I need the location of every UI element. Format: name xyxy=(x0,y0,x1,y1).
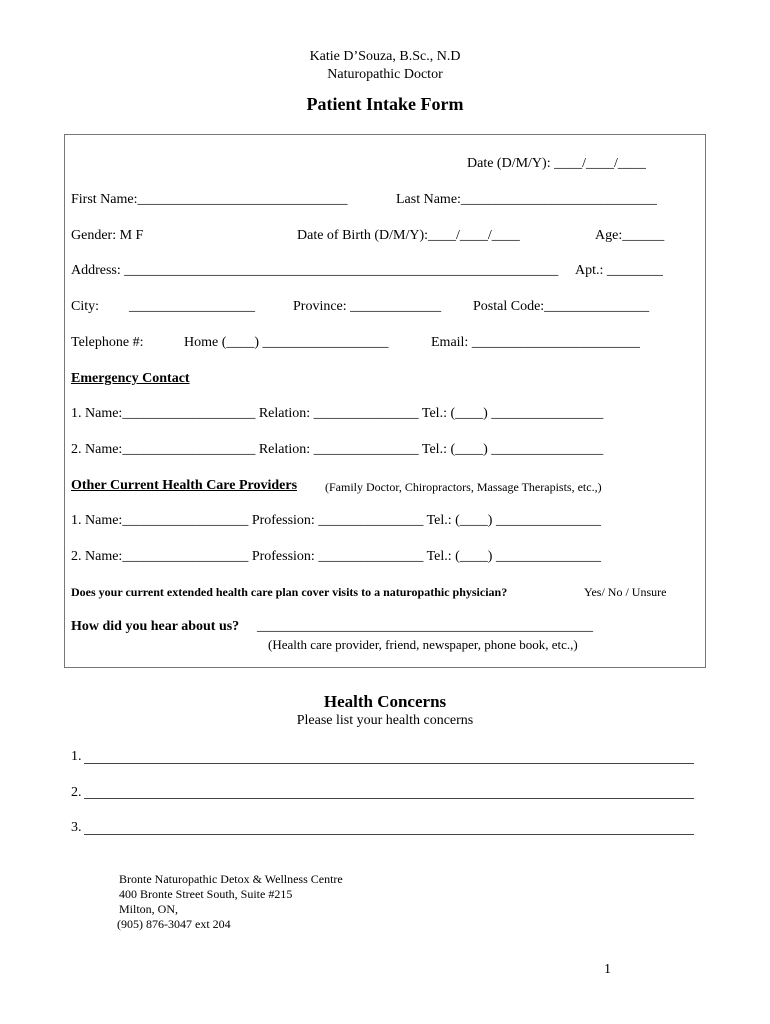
clinic-street: 400 Bronte Street South, Suite #215 xyxy=(119,887,293,901)
providers-heading: Other Current Health Care Providers xyxy=(71,478,298,493)
city-label: City: xyxy=(71,299,100,314)
provider-row[interactable]: 2. Name:__________________ Profession: _______________ Tel.: (____) _______________ xyxy=(71,549,601,564)
form-title: Patient Intake Form xyxy=(306,94,464,114)
referral-field[interactable]: ________________________________________________ xyxy=(257,619,593,634)
age-field[interactable]: Age:______ xyxy=(595,228,665,243)
dob-field[interactable]: Date of Birth (D/M/Y):____/____/____ xyxy=(297,228,520,243)
apt-field[interactable]: Apt.: ________ xyxy=(575,263,663,278)
last-name-field[interactable]: Last Name:____________________________ xyxy=(396,192,657,207)
clinic-name: Bronte Naturopathic Detox & Wellness Centre xyxy=(119,872,343,886)
emergency-contact-heading: Emergency Contact xyxy=(71,371,190,386)
coverage-question: Does your current extended health care plan cover visits to a naturopathic physician? xyxy=(71,585,508,599)
home-phone-field[interactable]: Home (____) __________________ xyxy=(184,335,389,350)
concern-line[interactable] xyxy=(84,798,694,799)
coverage-options[interactable]: Yes/ No / Unsure xyxy=(584,585,667,599)
date-field[interactable]: Date (D/M/Y): ____/____/____ xyxy=(467,156,646,171)
doctor-name: Katie D’Souza, B.Sc., N.D xyxy=(309,49,461,64)
city-field[interactable]: __________________ xyxy=(129,299,255,314)
concern-item-number: 2. xyxy=(71,785,82,800)
clinic-city: Milton, ON, xyxy=(119,902,179,916)
address-field[interactable]: Address: ______________________________________________________________ xyxy=(71,263,559,278)
province-field[interactable]: Province: _____________ xyxy=(293,299,442,314)
clinic-phone: (905) 876-3047 ext 204 xyxy=(117,917,231,931)
telephone-label: Telephone #: xyxy=(71,335,144,350)
concern-line[interactable] xyxy=(84,763,694,764)
concern-item-number: 3. xyxy=(71,820,82,835)
email-field[interactable]: Email: ________________________ xyxy=(431,335,640,350)
concern-line[interactable] xyxy=(84,834,694,835)
referral-hint: (Health care provider, friend, newspaper, phone book, etc.,) xyxy=(268,637,578,652)
emergency-contact-row[interactable]: 1. Name:___________________ Relation: _______________ Tel.: (____) ________________ xyxy=(71,406,604,421)
concern-item-number: 1. xyxy=(71,749,82,764)
health-concerns-title: Health Concerns xyxy=(323,692,447,711)
doctor-title: Naturopathic Doctor xyxy=(327,67,443,82)
providers-note: (Family Doctor, Chiropractors, Massage Therapists, etc.,) xyxy=(325,480,602,494)
gender-field[interactable]: Gender: M F xyxy=(71,228,144,243)
postal-code-field[interactable]: Postal Code:_______________ xyxy=(473,299,650,314)
emergency-contact-row[interactable]: 2. Name:___________________ Relation: _______________ Tel.: (____) ________________ xyxy=(71,442,604,457)
page-number: 1 xyxy=(604,962,611,977)
first-name-field[interactable]: First Name:______________________________ xyxy=(71,192,348,207)
provider-row[interactable]: 1. Name:__________________ Profession: _______________ Tel.: (____) _______________ xyxy=(71,513,601,528)
health-concerns-subtitle: Please list your health concerns xyxy=(296,713,474,728)
referral-question: How did you hear about us? xyxy=(71,619,240,634)
